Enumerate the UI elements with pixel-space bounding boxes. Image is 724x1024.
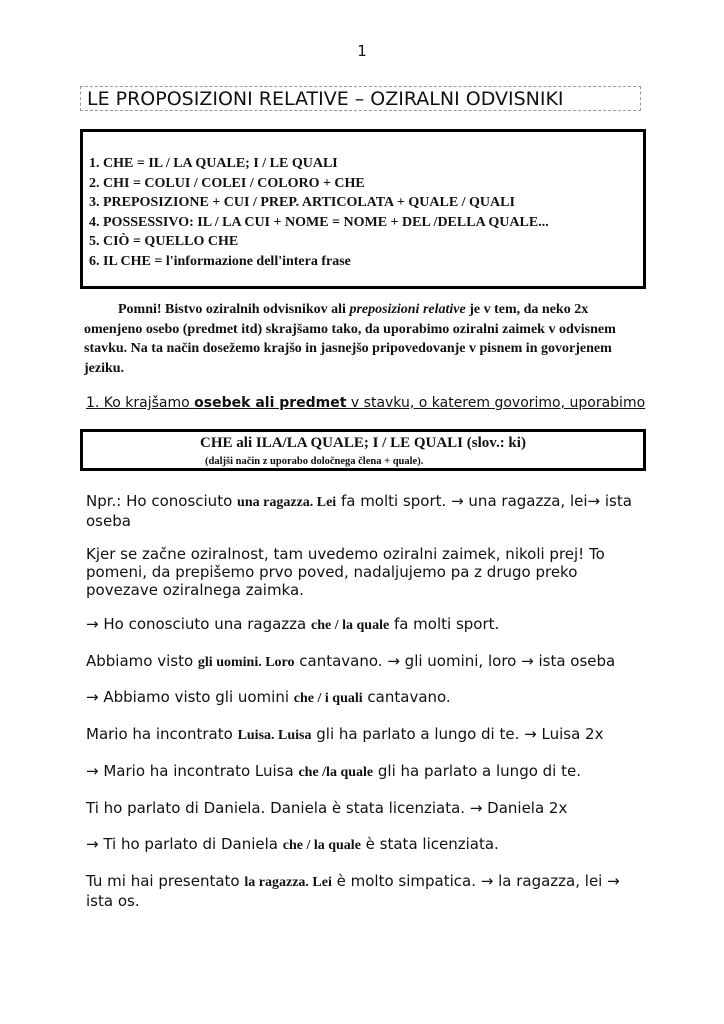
ex1-d: una ragazza, lei xyxy=(463,492,588,510)
ex5-c: gli ha parlato a lungo di te. xyxy=(311,725,525,743)
example-9 xyxy=(86,872,646,910)
arrow-icon: → xyxy=(521,652,534,670)
section-1-bold: osebek ali predmet xyxy=(194,395,347,411)
ex2-b: che / la quale xyxy=(311,618,390,633)
rules-box xyxy=(80,129,646,289)
ex7-b: Daniela 2x xyxy=(482,799,568,817)
example-6 xyxy=(86,762,646,782)
arrow-icon: → xyxy=(86,762,99,780)
ex1-e: ista oseba xyxy=(86,492,632,530)
example-2 xyxy=(86,615,646,635)
intro-italic: preposizioni relative xyxy=(349,302,466,317)
ex5-b: Luisa. Luisa xyxy=(237,728,312,743)
ex5-a: Mario ha incontrato xyxy=(86,725,238,743)
arrow-icon: → xyxy=(607,872,620,890)
arrow-icon: → xyxy=(387,652,400,670)
section-1-pre: 1. Ko krajšamo xyxy=(86,395,195,411)
arrow-icon: → xyxy=(524,725,537,743)
intro-part-1: Pomni! Bistvo oziralnih odvisnikov ali xyxy=(118,302,350,317)
ex7-a: Ti ho parlato di Daniela. Daniela è stata licenziata. xyxy=(86,799,470,817)
intro-part-2: je v tem, da neko 2x omenjeno osebo (predmet itd) skrajšamo tako, da uporabimo oziralni zaimek v odvisnem stavku. Na ta način dosežemo krajšo in jasnejšo pripovedovanje v pisnem in govorjenem jeziku. xyxy=(84,302,616,376)
arrow-icon: → xyxy=(86,688,99,706)
section-heading-1 xyxy=(86,395,645,411)
che-rule-box xyxy=(80,429,646,471)
rule-1: 1. CHE = IL / LA QUALE; I / LE QUALI xyxy=(89,156,338,171)
ex4-a: Abbiamo visto gli uomini xyxy=(98,688,294,706)
ex8-b: che / la quale xyxy=(282,838,361,853)
ex9-a: Tu mi hai presentato xyxy=(86,872,245,890)
ex2-a: Ho conosciuto una ragazza xyxy=(98,615,311,633)
arrow-icon: → xyxy=(86,615,99,633)
ex5-d: Luisa 2x xyxy=(536,725,604,743)
arrow-icon: → xyxy=(587,492,601,510)
example-8 xyxy=(86,835,646,855)
arrow-icon: → xyxy=(451,492,464,510)
ex1-c: fa molti sport. xyxy=(336,492,452,510)
rule-4: 4. POSSESSIVO: IL / LA CUI + NOME = NOME + DEL /DELLA QUALE... xyxy=(89,214,549,230)
ex1-b: una ragazza. Lei xyxy=(237,495,337,510)
che-rule-sub: (daljši način z uporabo določnega člena + quale). xyxy=(205,456,424,467)
arrow-icon: → xyxy=(480,872,494,890)
ex3-d: gli uomini, loro xyxy=(399,652,522,670)
ex4-b: che / i quali xyxy=(293,691,363,706)
rule-3: 3. PREPOSIZIONE + CUI / PREP. ARTICOLATA + QUALE / QUALI xyxy=(89,195,515,210)
arrow-icon: → xyxy=(86,835,99,853)
ex3-b: gli uomini. Loro xyxy=(197,655,295,670)
explanation-paragraph: Kjer se začne oziralnost, tam uvedemo oziralni zaimek, nikoli prej! To pomeni, da prepišemo prvo poved, nadaljujemo pa z drugo preko povezave oziralnega zaimka. xyxy=(86,545,605,599)
ex2-c: fa molti sport. xyxy=(389,615,500,633)
example-5 xyxy=(86,725,646,745)
page-number: 1 xyxy=(357,42,367,60)
rule-5: 5. CIÒ = QUELLO CHE xyxy=(89,234,239,249)
rule-2: 2. CHI = COLUI / COLEI / COLORO + CHE xyxy=(89,175,365,191)
ex9-d: la ragazza, lei xyxy=(493,872,608,890)
page-title: LE PROPOSIZIONI RELATIVE – OZIRALNI ODVISNIKI xyxy=(80,86,641,111)
ex8-c: è stata licenziata. xyxy=(360,835,499,853)
ex6-b: che /la quale xyxy=(298,765,374,780)
ex8-a: Ti ho parlato di Daniela xyxy=(98,835,283,853)
example-3 xyxy=(86,652,646,672)
ex3-e: ista oseba xyxy=(533,652,616,670)
example-4 xyxy=(86,688,646,708)
ex9-c: è molto simpatica. xyxy=(331,872,481,890)
ex9-e: ista os. xyxy=(86,892,140,910)
rule-6: 6. IL CHE = l'informazione dell'intera frase xyxy=(89,253,351,269)
ex1-a: Npr.: Ho conosciuto xyxy=(86,492,238,510)
example-7 xyxy=(86,799,646,817)
arrow-icon: → xyxy=(469,799,483,817)
ex6-a: Mario ha incontrato Luisa xyxy=(98,762,299,780)
ex3-c: cantavano. xyxy=(294,652,388,670)
ex6-c: gli ha parlato a lungo di te. xyxy=(373,762,581,780)
ex3-a: Abbiamo visto xyxy=(86,652,198,670)
ex9-b: la ragazza. Lei xyxy=(244,875,332,890)
intro-paragraph xyxy=(84,300,644,378)
section-1-post: v stavku, o katerem govorimo, uporabimo xyxy=(346,395,646,411)
che-rule-main: CHE ali ILA/LA QUALE; I / LE QUALI (slov.: ki) xyxy=(200,435,526,451)
ex4-c: cantavano. xyxy=(362,688,451,706)
example-1 xyxy=(86,492,646,530)
